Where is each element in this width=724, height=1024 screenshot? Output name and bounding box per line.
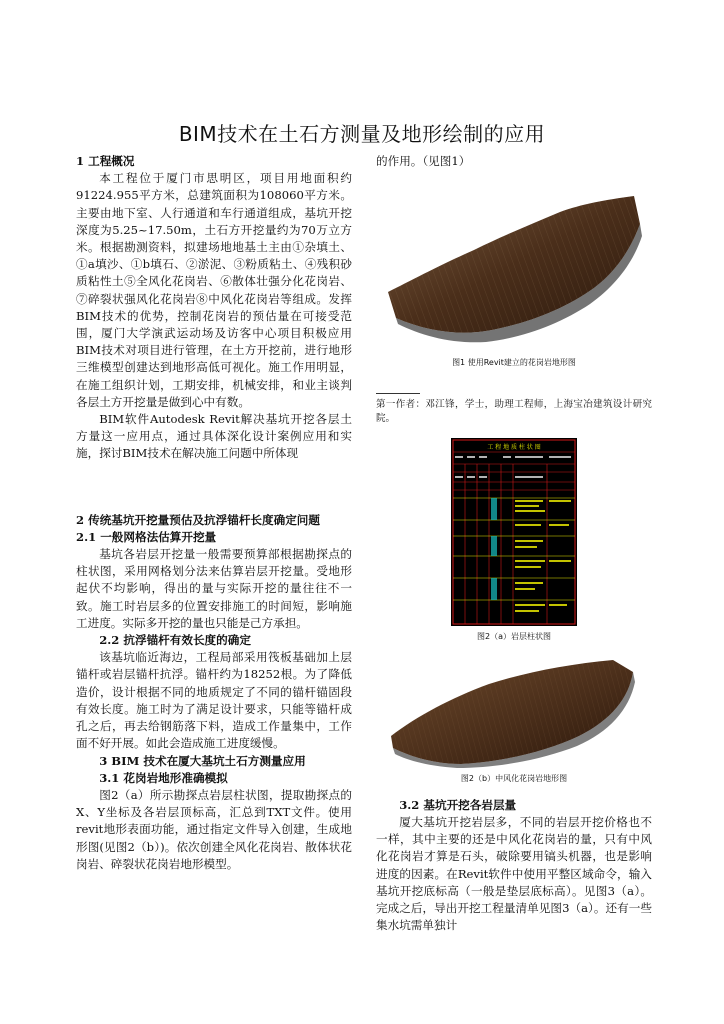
weathered-granite-terrain-image [389, 658, 639, 768]
intro-continuation: 的作用。（见图1） [376, 154, 471, 168]
section-2-heading: 2 传统基坑开挖量预估及抗浮锚杆长度确定问题 [76, 512, 320, 527]
section-3-heading: 3 BIM 技术在厦大基坑土石方测量应用 [99, 753, 306, 768]
section-3-1-paragraph: 图2（a）所示勘探点岩层柱状图，提取勘探点的X、Y坐标及各岩层顶标高，汇总到TXT文件。使用revit地形表面功能，通过指定文件导入创建，生成地形图(见图2（b）)。依次创建全风化花岗岩、散体状花岗岩、碎裂状花岗岩地形模型。 [76, 787, 352, 871]
figure-1-granite-terrain [382, 184, 646, 352]
section-3-2-paragraph: 厦大基坑开挖岩层多，不同的岩层开挖价格也不一样，其中主要的还是中风化花岗岩的量，只有中风化花岗岩才算是石头，破除要用镐头机器，也是影响进度的因素。在Revit软件中使用平整区域命令，输入基坑开挖底标高（一般是垫层底标高）。见图3（a）。完成之后，导出开挖工程量清单见图3（a）。还有一些集水坑需单独计 [376, 815, 652, 933]
section-2-2-paragraph: 该基坑临近海边，工程局部采用筏板基础加上层锚杆或岩层锚杆抗浮。锚杆约为18252根。为了降低造价，设计根据不同的地质规定了不同的锚杆锚固段有效长度。施工时为了满足设计要求，只能等锚杆成孔之后，再去给钢筋落下料，造成工作量集中，工作面不好开展。如此会造成施工进度缓慢。 [76, 650, 352, 751]
left-column [76, 153, 352, 873]
right-column [376, 153, 652, 934]
section-1-paragraph-1: 本工程位于厦门市思明区，项目用地面积约91224.955平方米，总建筑面积为108060平方米。主要由地下室、人行通道和车行通道组成，基坑开挖深度为5.25~17.50m，土石方开挖量约为70万立方米。根据勘测资料，拟建场地地基土主由①杂填土、①a填沙、①b填石、②淤泥、③粉质粘土、④残积砂质粘性土⑤全风化花岗岩、⑥散体壮强分化花岗岩、⑦碎裂状强风化花岗岩⑧中风化花岗岩等组成。发挥BIM技术的优势，控制花岗岩的预估量在可接受范围，厦门大学演武运动场及访客中心项目积极应用BIM技术对项目进行管理，在土方开挖前，进行地形三维模型创建达到地形高低可视化。施工作用明显，在施工组织计划，工期安排，机械安排，和业主谈判各层土方开挖量是做到心中有数。 [76, 171, 352, 409]
author-footnote: 第一作者：邓江锋，学士，助理工程师，上海宝冶建筑设计研究院。 [376, 399, 652, 425]
figure-2a-caption: 图2（a）岩层柱状图 [477, 632, 551, 642]
borehole-log-image [451, 438, 577, 626]
figure-2b-weathered-granite-terrain [389, 658, 639, 768]
section-3-2-heading: 3.2 基坑开挖各岩层量 [399, 797, 517, 812]
figure-1-caption: 图1 使用Revit建立的花岗岩地形图 [452, 358, 576, 368]
section-2-1-paragraph: 基坑各岩层开挖量一般需要预算部根据勘探点的柱状图，采用网格划分法来估算岩层开挖量。受地形起伏不均影响，得出的量与实际开挖的量往往不一致。施工时岩层多的位置安排施工的时间短，影响施工进度。实际多开挖的量也只能是己方承担。 [76, 547, 352, 630]
figure-2b-caption: 图2（b）中风化花岗岩地形图 [460, 773, 568, 783]
section-2-2-heading: 2.2 抗浮锚杆有效长度的确定 [99, 633, 251, 648]
figure-2a-borehole-log [451, 438, 577, 626]
section-1-heading: 1 工程概况 [76, 154, 135, 168]
section-1-paragraph-2: BIM软件Autodesk Revit解决基坑开挖各层土方量这一应用点，通过具体深化设计案例应用和实施，探讨BIM技术在解决施工问题中所体现 [76, 412, 352, 461]
section-3-1-heading: 3.1 花岗岩地形准确模拟 [99, 770, 228, 785]
terrain-model-image [382, 184, 646, 352]
section-2-1-heading: 2.1 一般网格法估算开挖量 [76, 529, 217, 544]
paper-title: BIM技术在土石方测量及地形绘制的应用 [178, 122, 546, 146]
borehole-log-title: 工 程 地 质 柱 状 图 [487, 444, 541, 452]
footnote-rule [376, 393, 420, 394]
